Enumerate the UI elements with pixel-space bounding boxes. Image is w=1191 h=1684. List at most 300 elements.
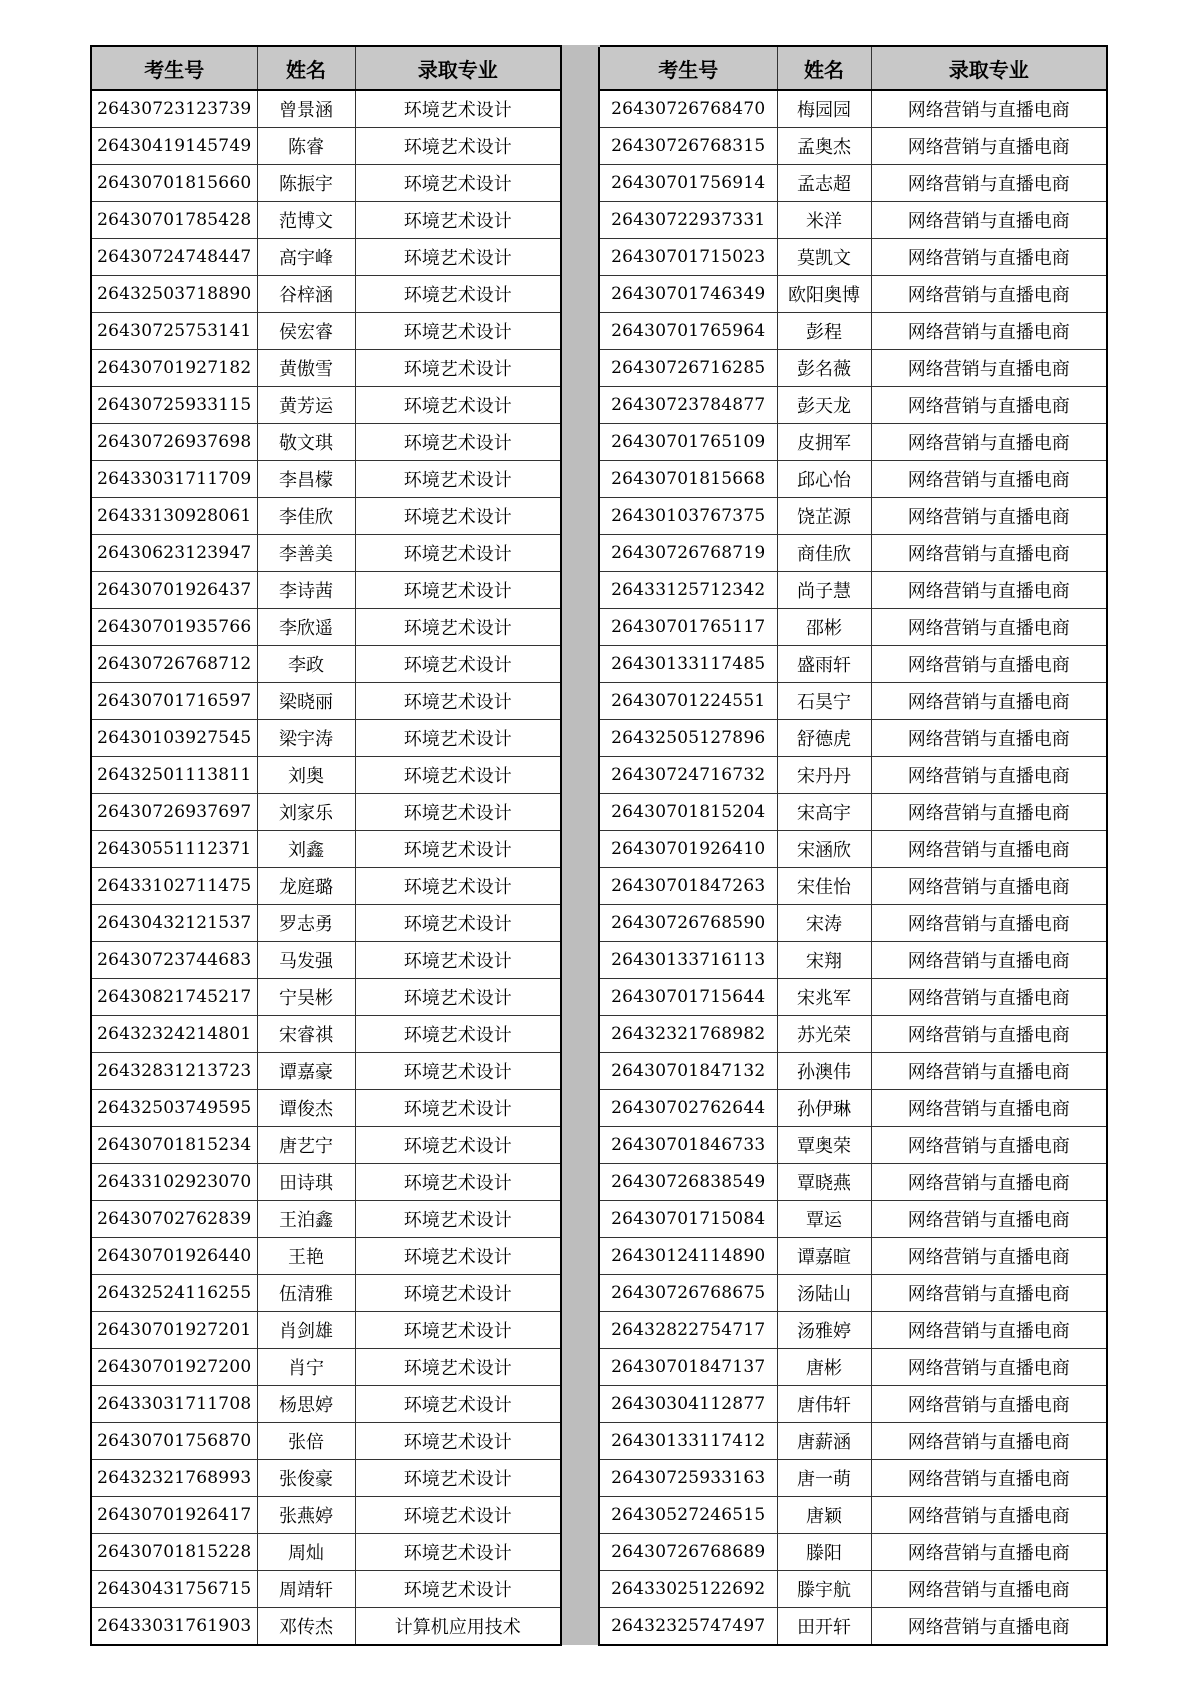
left-exam-no: 26430701815228	[91, 1534, 257, 1571]
left-major: 环境艺术设计	[355, 1534, 561, 1571]
left-major: 环境艺术设计	[355, 461, 561, 498]
left-exam-no: 26433102923070	[91, 1164, 257, 1201]
left-exam-no: 26430702762839	[91, 1201, 257, 1238]
left-name: 邓传杰	[257, 1608, 355, 1646]
table-row	[91, 90, 1107, 128]
right-name: 覃晓燕	[777, 1164, 871, 1201]
right-exam-no: 26430722937331	[599, 202, 777, 239]
left-name: 唐艺宁	[257, 1127, 355, 1164]
right-exam-no: 26432822754717	[599, 1312, 777, 1349]
left-name: 李昌檬	[257, 461, 355, 498]
column-gap	[561, 979, 599, 1016]
left-exam-no: 26430103927545	[91, 720, 257, 757]
left-name: 高宇峰	[257, 239, 355, 276]
right-major: 网络营销与直播电商	[871, 535, 1107, 572]
admission-table	[90, 45, 1108, 1646]
right-exam-no: 26430701746349	[599, 276, 777, 313]
right-name: 覃奥荣	[777, 1127, 871, 1164]
right-exam-no: 26430133117485	[599, 646, 777, 683]
header-exam-no-right: 考生号	[599, 46, 777, 90]
right-major: 网络营销与直播电商	[871, 1497, 1107, 1534]
column-gap	[561, 1497, 599, 1534]
left-name: 罗志勇	[257, 905, 355, 942]
right-exam-no: 26430724716732	[599, 757, 777, 794]
right-name: 覃运	[777, 1201, 871, 1238]
left-name: 张倍	[257, 1423, 355, 1460]
right-name: 彭程	[777, 313, 871, 350]
column-gap	[561, 720, 599, 757]
right-name: 梅园园	[777, 90, 871, 128]
right-name: 滕宇航	[777, 1571, 871, 1608]
right-name: 宋佳怡	[777, 868, 871, 905]
table-row	[91, 720, 1107, 757]
column-gap	[561, 239, 599, 276]
table-row	[91, 387, 1107, 424]
right-major: 网络营销与直播电商	[871, 461, 1107, 498]
right-exam-no: 26430701815204	[599, 794, 777, 831]
table-row	[91, 535, 1107, 572]
left-major: 环境艺术设计	[355, 1127, 561, 1164]
left-name: 马发强	[257, 942, 355, 979]
right-exam-no: 26430701715084	[599, 1201, 777, 1238]
right-exam-no: 26430726716285	[599, 350, 777, 387]
column-gap	[561, 1534, 599, 1571]
right-exam-no: 26430133716113	[599, 942, 777, 979]
right-major: 网络营销与直播电商	[871, 1016, 1107, 1053]
left-exam-no: 26433130928061	[91, 498, 257, 535]
right-major: 网络营销与直播电商	[871, 1127, 1107, 1164]
right-name: 孙澳伟	[777, 1053, 871, 1090]
left-exam-no: 26430701927182	[91, 350, 257, 387]
right-name: 盛雨轩	[777, 646, 871, 683]
right-exam-no: 26430701765964	[599, 313, 777, 350]
table-row	[91, 1016, 1107, 1053]
right-exam-no: 26430527246515	[599, 1497, 777, 1534]
left-major: 环境艺术设计	[355, 202, 561, 239]
table-row	[91, 1571, 1107, 1608]
left-name: 龙庭璐	[257, 868, 355, 905]
column-gap	[561, 1312, 599, 1349]
right-major: 网络营销与直播电商	[871, 1460, 1107, 1497]
right-major: 网络营销与直播电商	[871, 498, 1107, 535]
right-name: 欧阳奥博	[777, 276, 871, 313]
left-major: 环境艺术设计	[355, 683, 561, 720]
header-name-right: 姓名	[777, 46, 871, 90]
right-name: 谭嘉暄	[777, 1238, 871, 1275]
right-exam-no: 26430726768689	[599, 1534, 777, 1571]
left-major: 环境艺术设计	[355, 1016, 561, 1053]
right-major: 网络营销与直播电商	[871, 128, 1107, 165]
right-exam-no: 26430701815668	[599, 461, 777, 498]
table-row	[91, 905, 1107, 942]
column-gap	[561, 1201, 599, 1238]
right-exam-no: 26430701926410	[599, 831, 777, 868]
right-exam-no: 26430701756914	[599, 165, 777, 202]
column-gap	[561, 757, 599, 794]
right-exam-no: 26430701847263	[599, 868, 777, 905]
left-exam-no: 26432831213723	[91, 1053, 257, 1090]
left-exam-no: 26430701927201	[91, 1312, 257, 1349]
column-gap	[561, 572, 599, 609]
right-exam-no: 26430726768315	[599, 128, 777, 165]
table-row	[91, 683, 1107, 720]
column-gap	[561, 350, 599, 387]
column-gap	[561, 461, 599, 498]
column-gap	[561, 128, 599, 165]
left-exam-no: 26430701926440	[91, 1238, 257, 1275]
left-exam-no: 26433031711709	[91, 461, 257, 498]
left-name: 谭俊杰	[257, 1090, 355, 1127]
left-major: 环境艺术设计	[355, 1386, 561, 1423]
right-exam-no: 26430726768590	[599, 905, 777, 942]
table-row	[91, 1423, 1107, 1460]
table-row	[91, 942, 1107, 979]
right-name: 孙伊琳	[777, 1090, 871, 1127]
table-row	[91, 424, 1107, 461]
right-exam-no: 26432325747497	[599, 1608, 777, 1646]
right-name: 米洋	[777, 202, 871, 239]
left-major: 环境艺术设计	[355, 350, 561, 387]
table-row	[91, 239, 1107, 276]
table-body	[91, 90, 1107, 1645]
left-major: 环境艺术设计	[355, 1053, 561, 1090]
right-exam-no: 26432505127896	[599, 720, 777, 757]
right-name: 宋涵欣	[777, 831, 871, 868]
right-name: 宋兆军	[777, 979, 871, 1016]
table-row	[91, 1090, 1107, 1127]
table-row	[91, 1312, 1107, 1349]
table-row	[91, 1349, 1107, 1386]
right-exam-no: 26430701715644	[599, 979, 777, 1016]
left-major: 环境艺术设计	[355, 757, 561, 794]
left-name: 张燕婷	[257, 1497, 355, 1534]
right-name: 汤雅婷	[777, 1312, 871, 1349]
left-name: 伍清雅	[257, 1275, 355, 1312]
left-major: 环境艺术设计	[355, 387, 561, 424]
left-name: 周靖轩	[257, 1571, 355, 1608]
column-gap	[561, 535, 599, 572]
left-major: 环境艺术设计	[355, 868, 561, 905]
header-major-right: 录取专业	[871, 46, 1107, 90]
left-exam-no: 26430701927200	[91, 1349, 257, 1386]
right-exam-no: 26430701847137	[599, 1349, 777, 1386]
right-major: 网络营销与直播电商	[871, 646, 1107, 683]
left-major: 环境艺术设计	[355, 942, 561, 979]
table-row	[91, 1275, 1107, 1312]
right-name: 商佳欣	[777, 535, 871, 572]
left-name: 曾景涵	[257, 90, 355, 128]
left-name: 刘奥	[257, 757, 355, 794]
left-exam-no: 26430431756715	[91, 1571, 257, 1608]
right-major: 网络营销与直播电商	[871, 1090, 1107, 1127]
right-name: 唐颖	[777, 1497, 871, 1534]
left-exam-no: 26430623123947	[91, 535, 257, 572]
right-exam-no: 26430702762644	[599, 1090, 777, 1127]
left-name: 梁晓丽	[257, 683, 355, 720]
table-row	[91, 1053, 1107, 1090]
left-name: 宁吴彬	[257, 979, 355, 1016]
column-gap	[561, 683, 599, 720]
column-gap	[561, 1127, 599, 1164]
table-row	[91, 572, 1107, 609]
right-name: 唐伟轩	[777, 1386, 871, 1423]
left-exam-no: 26430725933115	[91, 387, 257, 424]
right-major: 网络营销与直播电商	[871, 1349, 1107, 1386]
left-name: 侯宏睿	[257, 313, 355, 350]
right-exam-no: 26430701765117	[599, 609, 777, 646]
right-exam-no: 26430124114890	[599, 1238, 777, 1275]
left-major: 环境艺术设计	[355, 1349, 561, 1386]
left-name: 刘家乐	[257, 794, 355, 831]
left-name: 王泊鑫	[257, 1201, 355, 1238]
right-major: 网络营销与直播电商	[871, 1423, 1107, 1460]
right-name: 唐薪涵	[777, 1423, 871, 1460]
left-major: 环境艺术设计	[355, 1201, 561, 1238]
right-exam-no: 26430726768470	[599, 90, 777, 128]
table-row	[91, 757, 1107, 794]
right-major: 网络营销与直播电商	[871, 313, 1107, 350]
table-row	[91, 1386, 1107, 1423]
left-exam-no: 26430726937698	[91, 424, 257, 461]
table-row	[91, 868, 1107, 905]
right-exam-no: 26430701224551	[599, 683, 777, 720]
left-major: 环境艺术设计	[355, 165, 561, 202]
right-exam-no: 26430133117412	[599, 1423, 777, 1460]
table-row	[91, 979, 1107, 1016]
left-name: 刘鑫	[257, 831, 355, 868]
right-name: 莫凯文	[777, 239, 871, 276]
header-exam-no-left: 考生号	[91, 46, 257, 90]
right-name: 汤陆山	[777, 1275, 871, 1312]
column-gap	[561, 202, 599, 239]
column-gap	[561, 1090, 599, 1127]
table-row	[91, 1497, 1107, 1534]
left-name: 陈振宇	[257, 165, 355, 202]
column-gap	[561, 794, 599, 831]
left-major: 环境艺术设计	[355, 313, 561, 350]
left-major: 环境艺术设计	[355, 1571, 561, 1608]
left-major: 环境艺术设计	[355, 905, 561, 942]
left-name: 李佳欣	[257, 498, 355, 535]
left-exam-no: 26430432121537	[91, 905, 257, 942]
column-gap	[561, 387, 599, 424]
right-major: 网络营销与直播电商	[871, 609, 1107, 646]
column-gap	[561, 1016, 599, 1053]
left-exam-no: 26432501113811	[91, 757, 257, 794]
right-name: 宋丹丹	[777, 757, 871, 794]
left-major: 环境艺术设计	[355, 1164, 561, 1201]
left-major: 环境艺术设计	[355, 646, 561, 683]
left-major: 环境艺术设计	[355, 1423, 561, 1460]
left-name: 杨思婷	[257, 1386, 355, 1423]
left-exam-no: 26430701785428	[91, 202, 257, 239]
right-exam-no: 26430726768675	[599, 1275, 777, 1312]
left-major: 环境艺术设计	[355, 1312, 561, 1349]
right-exam-no: 26430701715023	[599, 239, 777, 276]
table-row	[91, 646, 1107, 683]
right-major: 网络营销与直播电商	[871, 202, 1107, 239]
left-name: 李善美	[257, 535, 355, 572]
right-major: 网络营销与直播电商	[871, 1053, 1107, 1090]
right-name: 苏光荣	[777, 1016, 871, 1053]
left-name: 陈睿	[257, 128, 355, 165]
table-row	[91, 128, 1107, 165]
right-major: 网络营销与直播电商	[871, 424, 1107, 461]
right-name: 石昊宁	[777, 683, 871, 720]
left-exam-no: 26432503749595	[91, 1090, 257, 1127]
left-major: 环境艺术设计	[355, 720, 561, 757]
column-gap	[561, 1460, 599, 1497]
left-exam-no: 26430701926417	[91, 1497, 257, 1534]
left-major: 环境艺术设计	[355, 979, 561, 1016]
left-major: 环境艺术设计	[355, 276, 561, 313]
left-major: 环境艺术设计	[355, 498, 561, 535]
column-gap	[561, 831, 599, 868]
table-row	[91, 1201, 1107, 1238]
column-gap	[561, 942, 599, 979]
right-exam-no: 26430103767375	[599, 498, 777, 535]
left-exam-no: 26430701716597	[91, 683, 257, 720]
left-name: 李诗茜	[257, 572, 355, 609]
right-major: 网络营销与直播电商	[871, 794, 1107, 831]
left-major: 环境艺术设计	[355, 424, 561, 461]
column-gap	[561, 646, 599, 683]
left-name: 王艳	[257, 1238, 355, 1275]
right-major: 网络营销与直播电商	[871, 1238, 1107, 1275]
table-row	[91, 498, 1107, 535]
right-major: 网络营销与直播电商	[871, 831, 1107, 868]
right-exam-no: 26432321768982	[599, 1016, 777, 1053]
right-exam-no: 26430701765109	[599, 424, 777, 461]
right-major: 网络营销与直播电商	[871, 979, 1107, 1016]
right-name: 邵彬	[777, 609, 871, 646]
right-exam-no: 26430726768719	[599, 535, 777, 572]
left-exam-no: 26430821745217	[91, 979, 257, 1016]
left-major: 环境艺术设计	[355, 1497, 561, 1534]
right-major: 网络营销与直播电商	[871, 868, 1107, 905]
left-exam-no: 26432524116255	[91, 1275, 257, 1312]
column-gap	[561, 1164, 599, 1201]
right-major: 网络营销与直播电商	[871, 942, 1107, 979]
left-exam-no: 26430701756870	[91, 1423, 257, 1460]
right-major: 网络营销与直播电商	[871, 683, 1107, 720]
table-row	[91, 350, 1107, 387]
right-name: 唐彬	[777, 1349, 871, 1386]
column-gap	[561, 1053, 599, 1090]
right-major: 网络营销与直播电商	[871, 1275, 1107, 1312]
left-major: 环境艺术设计	[355, 572, 561, 609]
header-row	[91, 46, 1107, 90]
column-gap	[561, 46, 599, 90]
right-name: 孟志超	[777, 165, 871, 202]
right-major: 网络营销与直播电商	[871, 1312, 1107, 1349]
right-name: 宋高宇	[777, 794, 871, 831]
left-exam-no: 26430701926437	[91, 572, 257, 609]
right-exam-no: 26430701846733	[599, 1127, 777, 1164]
table-row	[91, 609, 1107, 646]
right-name: 彭名薇	[777, 350, 871, 387]
right-exam-no: 26430726838549	[599, 1164, 777, 1201]
table-row	[91, 313, 1107, 350]
table-row	[91, 1127, 1107, 1164]
left-name: 谷梓涵	[257, 276, 355, 313]
left-major: 环境艺术设计	[355, 1460, 561, 1497]
column-gap	[561, 1386, 599, 1423]
left-major: 环境艺术设计	[355, 1238, 561, 1275]
left-major: 环境艺术设计	[355, 239, 561, 276]
right-major: 网络营销与直播电商	[871, 1164, 1107, 1201]
left-name: 梁宇涛	[257, 720, 355, 757]
left-exam-no: 26430701815660	[91, 165, 257, 202]
right-exam-no: 26430701847132	[599, 1053, 777, 1090]
right-name: 唐一萌	[777, 1460, 871, 1497]
right-major: 网络营销与直播电商	[871, 720, 1107, 757]
right-major: 网络营销与直播电商	[871, 165, 1107, 202]
right-name: 田开轩	[777, 1608, 871, 1646]
header-name-left: 姓名	[257, 46, 355, 90]
right-name: 宋涛	[777, 905, 871, 942]
column-gap	[561, 1275, 599, 1312]
right-major: 网络营销与直播电商	[871, 239, 1107, 276]
right-exam-no: 26430304112877	[599, 1386, 777, 1423]
left-name: 范博文	[257, 202, 355, 239]
left-major: 环境艺术设计	[355, 609, 561, 646]
column-gap	[561, 609, 599, 646]
right-major: 网络营销与直播电商	[871, 1201, 1107, 1238]
table-row	[91, 276, 1107, 313]
left-name: 敬文琪	[257, 424, 355, 461]
right-major: 网络营销与直播电商	[871, 1534, 1107, 1571]
column-gap	[561, 1608, 599, 1646]
column-gap	[561, 498, 599, 535]
right-major: 网络营销与直播电商	[871, 757, 1107, 794]
right-major: 网络营销与直播电商	[871, 1608, 1107, 1646]
left-major: 环境艺术设计	[355, 794, 561, 831]
left-exam-no: 26430723744683	[91, 942, 257, 979]
left-major: 环境艺术设计	[355, 1275, 561, 1312]
column-gap	[561, 165, 599, 202]
right-name: 尚子慧	[777, 572, 871, 609]
right-name: 饶芷源	[777, 498, 871, 535]
right-exam-no: 26430725933163	[599, 1460, 777, 1497]
column-gap	[561, 905, 599, 942]
left-name: 黄芳运	[257, 387, 355, 424]
left-exam-no: 26430701935766	[91, 609, 257, 646]
left-exam-no: 26430726937697	[91, 794, 257, 831]
left-exam-no: 26433031761903	[91, 1608, 257, 1646]
right-name: 舒德虎	[777, 720, 871, 757]
column-gap	[561, 424, 599, 461]
table-row	[91, 794, 1107, 831]
left-name: 肖宁	[257, 1349, 355, 1386]
left-major: 环境艺术设计	[355, 128, 561, 165]
table-row	[91, 1608, 1107, 1646]
table-row	[91, 202, 1107, 239]
column-gap	[561, 1571, 599, 1608]
right-exam-no: 26430723784877	[599, 387, 777, 424]
left-name: 田诗琪	[257, 1164, 355, 1201]
table-row	[91, 1164, 1107, 1201]
left-exam-no: 26430551112371	[91, 831, 257, 868]
table-row	[91, 1534, 1107, 1571]
table-row	[91, 831, 1107, 868]
header-major-left: 录取专业	[355, 46, 561, 90]
right-name: 宋翔	[777, 942, 871, 979]
right-major: 网络营销与直播电商	[871, 276, 1107, 313]
column-gap	[561, 276, 599, 313]
left-major: 环境艺术设计	[355, 1090, 561, 1127]
left-name: 张俊豪	[257, 1460, 355, 1497]
